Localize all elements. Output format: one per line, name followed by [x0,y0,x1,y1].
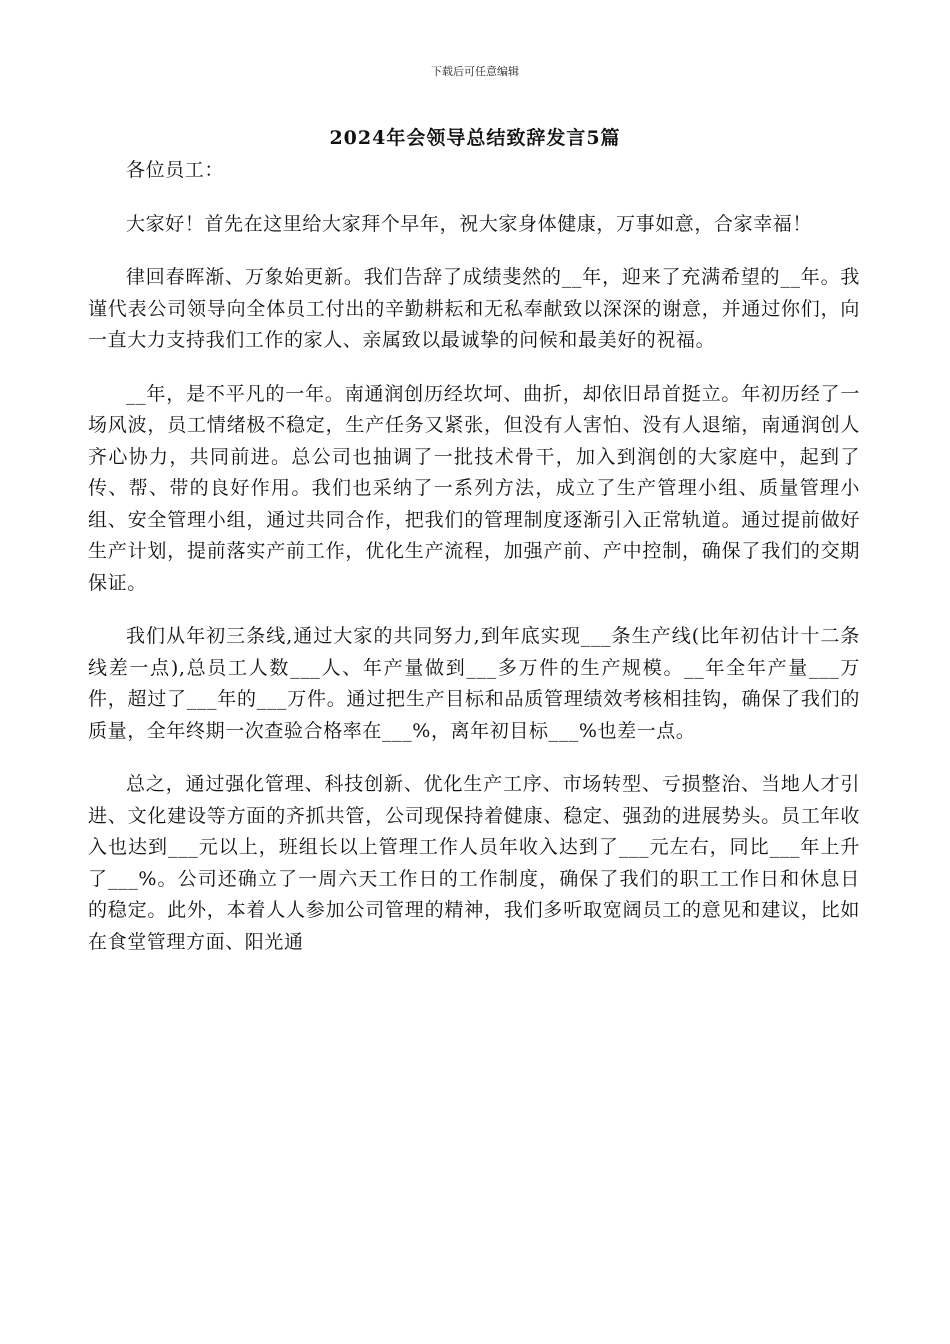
paragraph: 总之，通过强化管理、科技创新、优化生产工序、市场转型、亏损整治、当地人才引进、文化建设等方面的齐抓共管，公司现保持着健康、稳定、强劲的进展势头。员工年收入也达到___元以上，班组长以上管理工作人员年收入达到了___元左右，同比___年上升了___%。公司还确立了一周六天工作日的工作制度，确保了我们的职工工作日和休息日的稳定。此外，本着人人参加公司管理的精神，我们多听取宽阔员工的意见和建议，比如在食堂管理方面、阳光通 [88,773,860,953]
paragraph: __年，是不平凡的一年。南通润创历经坎坷、曲折，却依旧昂首挺立。年初历经了一场风波，员工情绪极不稳定，生产任务又紧张，但没有人害怕、没有人退缩，南通润创人齐心协力，共同前进。总公司也抽调了一批技术骨干，加入到润创的大家庭中，起到了传、帮、带的良好作用。我们也采纳了一系列方法，成立了生产管理小组、质量管理小组、安全管理小组，通过共同合作，把我们的管理制度逐渐引入正常轨道。通过提前做好生产计划，提前落实产前工作，优化生产流程，加强产前、产中控制，确保了我们的交期保证。 [88,382,860,594]
paragraph: 大家好！首先在这里给大家拜个早年，祝大家身体健康，万事如意，合家幸福！ [126,212,813,235]
paragraph: 我们从年初三条线,通过大家的共同努力,到年底实现___条生产线(比年初估计十二条线差一点),总员工人数___人、年产量做到___多万件的生产规模。__年全年产量___万件，超过了___年的___万件。通过把生产目标和品质管理绩效考核相挂钩，确保了我们的质量，全年终期一次查验合格率在___%，离年初目标___%也差一点。 [88,625,860,742]
header-note: 下载后可任意编辑 [431,65,519,78]
salutation: 各位员工： [126,159,225,181]
document-body [88,155,860,980]
paragraph: 律回春晖渐、万象始更新。我们告辞了成绩斐然的__年，迎来了充满希望的__年。我谨代表公司领导向全体员工付出的辛勤耕耘和无私奉献致以深深的谢意，并通过你们，向一直大力支持我们工作的家人、亲属致以最诚挚的问候和最美好的祝福。 [88,266,860,351]
document-title: 2024年会领导总结致辞发言5篇 [329,127,621,149]
